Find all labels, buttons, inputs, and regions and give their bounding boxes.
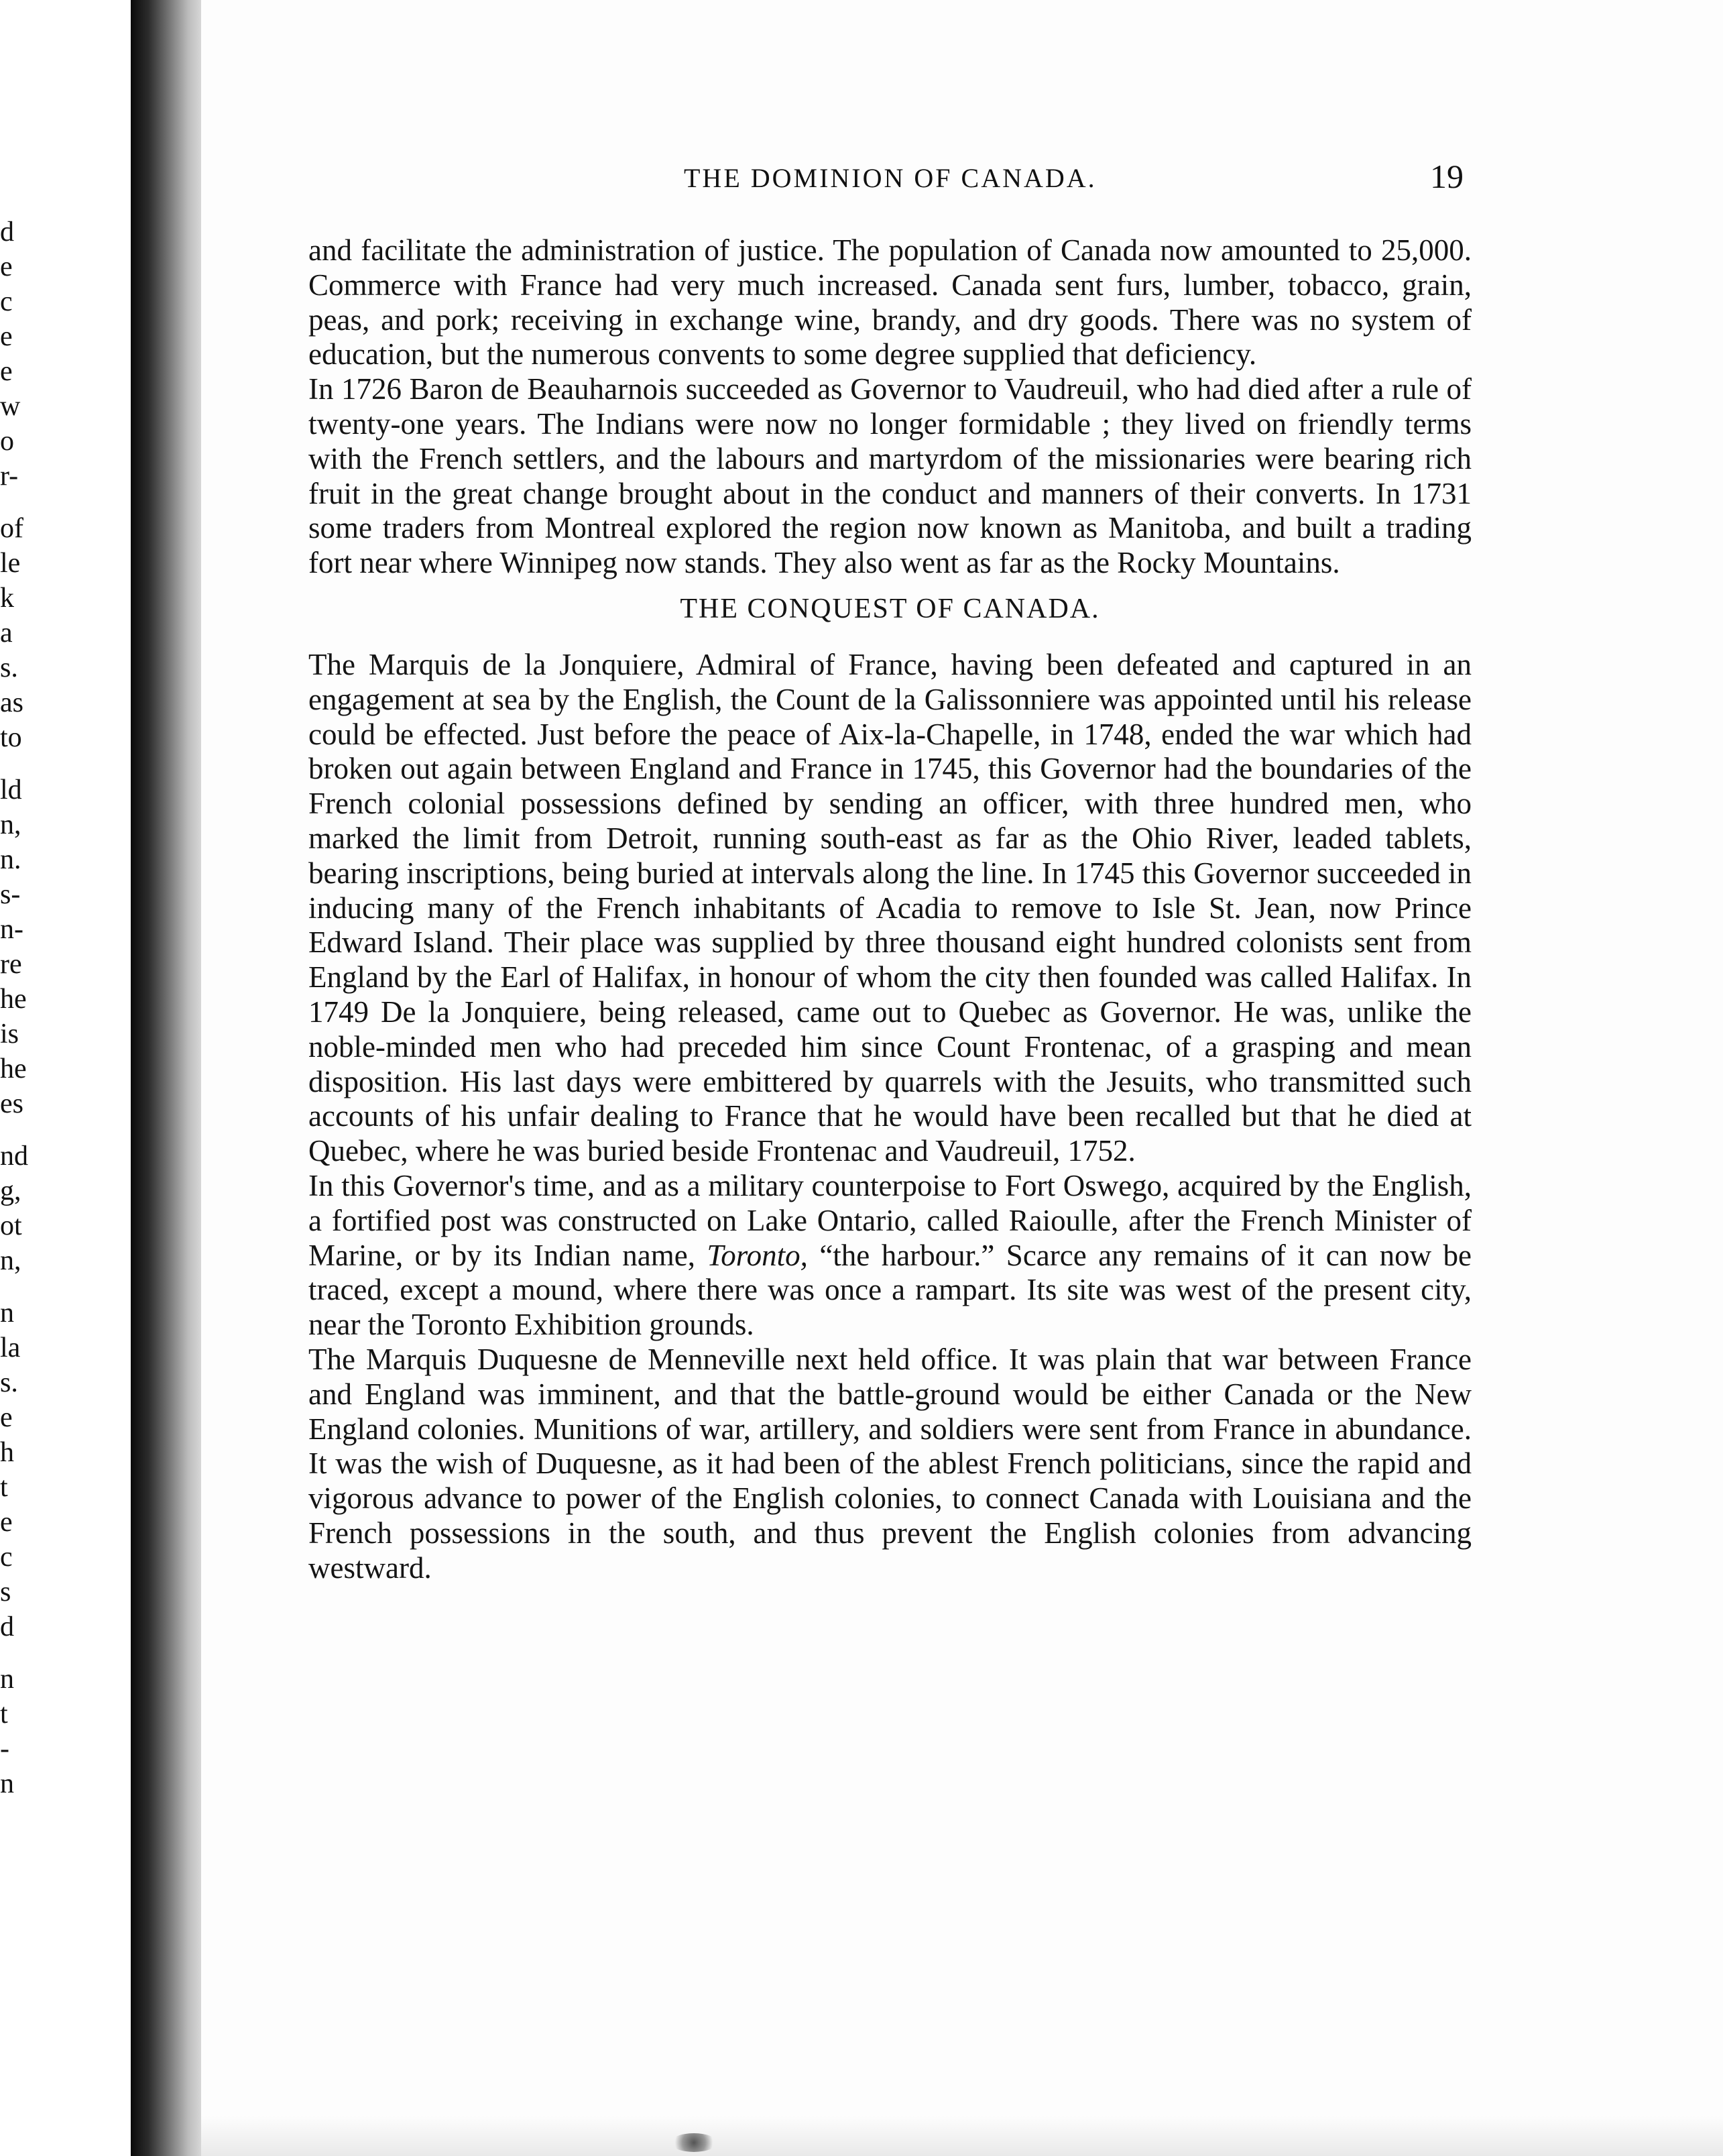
- facing-page-fragment: as: [0, 687, 23, 718]
- facing-page-fragment: e: [0, 321, 13, 352]
- facing-page-fragment: e: [0, 1507, 13, 1538]
- paragraph-4-text-a: In this Governor's time, and as a military counterpoise to Fort Oswego, acquired by the English, a fortified post was constructed on Lake Ontario, called Raioulle, after the French Minister of Marine, or by its Indian name,: [308, 1168, 1472, 1272]
- facing-page-fragment: es: [0, 1088, 23, 1119]
- page-number: 19: [1430, 158, 1464, 195]
- paragraph-3: The Marquis de la Jonquiere, Admiral of France, having been defeated and captured in an engagement at sea by the English, the Count de la Galissonniere was appointed until his release could be effected. Just before the peace of Aix-la-Chapelle, in 1748, ended the war which had broken out again between England and France in 1745, this Governor had the boundaries of the French colonial possessions defined by sending an officer, with three hundred men, who marked the limit from Detroit, running south-east as far as the Ohio River, leaded tablets, bearing inscriptions, being buried at intervals along the line. In 1745 this Governor succeeded in inducing many of the French inhabitants of Acadia to remove to Isle St. Jean, now Prince Edward Island. Their place was supplied by three thousand eight hundred colonists sent from England by the Earl of Halifax, in honour of whom the city then founded was called Halifax. In 1749 De la Jonquiere, being released, came out to Quebec as Governor. He was, unlike the noble-minded men who had preceded him since Count Frontenac, of a grasping and mean disposition. His last days were embittered by quarrels with the Jesuits, who transmitted such accounts of his unfair dealing to France that he would have been recalled but that he died at Quebec, where he was buried beside Frontenac and Vaudreuil, 1752.: [308, 647, 1472, 1168]
- facing-page-fragment: s.: [0, 1367, 18, 1398]
- facing-page-fragment: ld: [0, 775, 22, 805]
- facing-page-fragment: re: [0, 949, 22, 980]
- facing-page-fragment: n,: [0, 809, 21, 840]
- book-binding-shadow: [131, 0, 211, 2156]
- facing-page-fragment: [0, 1121, 67, 1139]
- facing-page-fragment: n: [0, 1664, 14, 1695]
- facing-page-fragment: he: [0, 1054, 27, 1084]
- facing-page-fragment: [0, 1278, 67, 1296]
- section-heading: THE CONQUEST OF CANADA.: [680, 593, 1100, 624]
- facing-page-fragment: e: [0, 251, 13, 282]
- facing-page-fragment: [0, 755, 67, 773]
- facing-page-fragment: e: [0, 1402, 13, 1433]
- facing-page-fragment: n,: [0, 1245, 21, 1276]
- facing-page-fragment: nd: [0, 1141, 28, 1172]
- facing-page-fragment: la: [0, 1332, 21, 1363]
- facing-page-fragment: o: [0, 426, 14, 457]
- running-title: THE DOMINION OF CANADA.: [684, 163, 1097, 193]
- facing-page-fragment: d: [0, 217, 14, 247]
- paragraph-1: and facilitate the administration of justice. The population of Canada now amounted to 25,000. Commerce with France had very much increased. Canada sent furs, lumber, tobacco, grain, peas, and pork; receiving in exchange wine, brandy, and dry goods. There was no system of education, but the numerous convents to some degree supplied that deficiency.: [308, 233, 1472, 372]
- paragraph-4-italic: Toronto,: [707, 1238, 808, 1272]
- paragraph-5: The Marquis Duquesne de Menneville next held office. It was plain that war between France and England was imminent, and that the battle-ground would be either Canada or the New England colonies. Munitions of war, artillery, and soldiers were sent from France in abundance. It was the wish of Duquesne, as it had been of the ablest French politicians, since the rapid and vigorous advance to power of the English colonies, to connect Canada with Louisiana and the French possessions in the south, and thus prevent the English colonies from advancing westward.: [308, 1342, 1472, 1585]
- facing-page-fragment: le: [0, 548, 21, 579]
- facing-page-fragment: to: [0, 722, 22, 753]
- facing-page-fragment: [0, 1644, 67, 1662]
- facing-page-fragment: t: [0, 1699, 8, 1729]
- facing-page-fragment: ot: [0, 1210, 22, 1241]
- facing-page-fragment: s: [0, 1577, 11, 1607]
- facing-page-fragment: he: [0, 984, 27, 1015]
- facing-page-fragment: n-: [0, 914, 23, 945]
- facing-page-fragment: e: [0, 356, 13, 387]
- facing-page-fragment: of: [0, 513, 23, 544]
- ink-smudge: [670, 2133, 717, 2152]
- facing-page-fragment: n.: [0, 844, 21, 875]
- facing-page-fragment: c: [0, 286, 13, 317]
- book-page: [201, 0, 1723, 2156]
- page-bottom-shadow: [201, 2116, 1723, 2156]
- facing-page-fragment: s-: [0, 879, 21, 910]
- facing-page-fragment: w: [0, 391, 21, 422]
- paragraph-2: In 1726 Baron de Beauharnois succeeded as Governor to Vaudreuil, who had died after a rule of twenty-one years. The Indians were now no longer formidable ; they lived on friendly terms with the French settlers, and the labours and martyrdom of the missionaries were bearing rich fruit in the great change brought about in the conduct and manners of their converts. In 1731 some traders from Montreal explored the region now known as Manitoba, and built a trading fort near where Winnipeg now stands. They also went as far as the Rocky Mountains.: [308, 372, 1472, 580]
- body-text: [308, 233, 1472, 1585]
- facing-page-fragment: t: [0, 1472, 8, 1503]
- facing-page-fragment: n: [0, 1768, 14, 1799]
- facing-page-fragment: -: [0, 1734, 9, 1764]
- facing-page-fragment: k: [0, 583, 14, 614]
- facing-page-fragment: n: [0, 1298, 14, 1328]
- facing-page-fragment: s.: [0, 653, 18, 683]
- facing-page-text-fragments: [0, 215, 67, 1801]
- paragraph-4: [308, 1169, 1472, 1343]
- facing-page-fragment: is: [0, 1019, 19, 1049]
- facing-page-fragment: c: [0, 1542, 13, 1573]
- facing-page-fragment: r-: [0, 461, 19, 492]
- facing-page-fragment: h: [0, 1437, 14, 1468]
- facing-page-fragment: d: [0, 1611, 14, 1642]
- facing-page-fragment: [0, 494, 67, 511]
- running-head: [201, 158, 1723, 209]
- facing-page-fragment: g,: [0, 1176, 21, 1206]
- facing-page-fragment: a: [0, 618, 13, 648]
- paragraph-4-text-b: “the harbour.” Scarce any remains of it can now be traced, except a mound, where there was once a rampart. Its site was west of the present city, near the Toronto Exhibition grounds.: [308, 1238, 1472, 1342]
